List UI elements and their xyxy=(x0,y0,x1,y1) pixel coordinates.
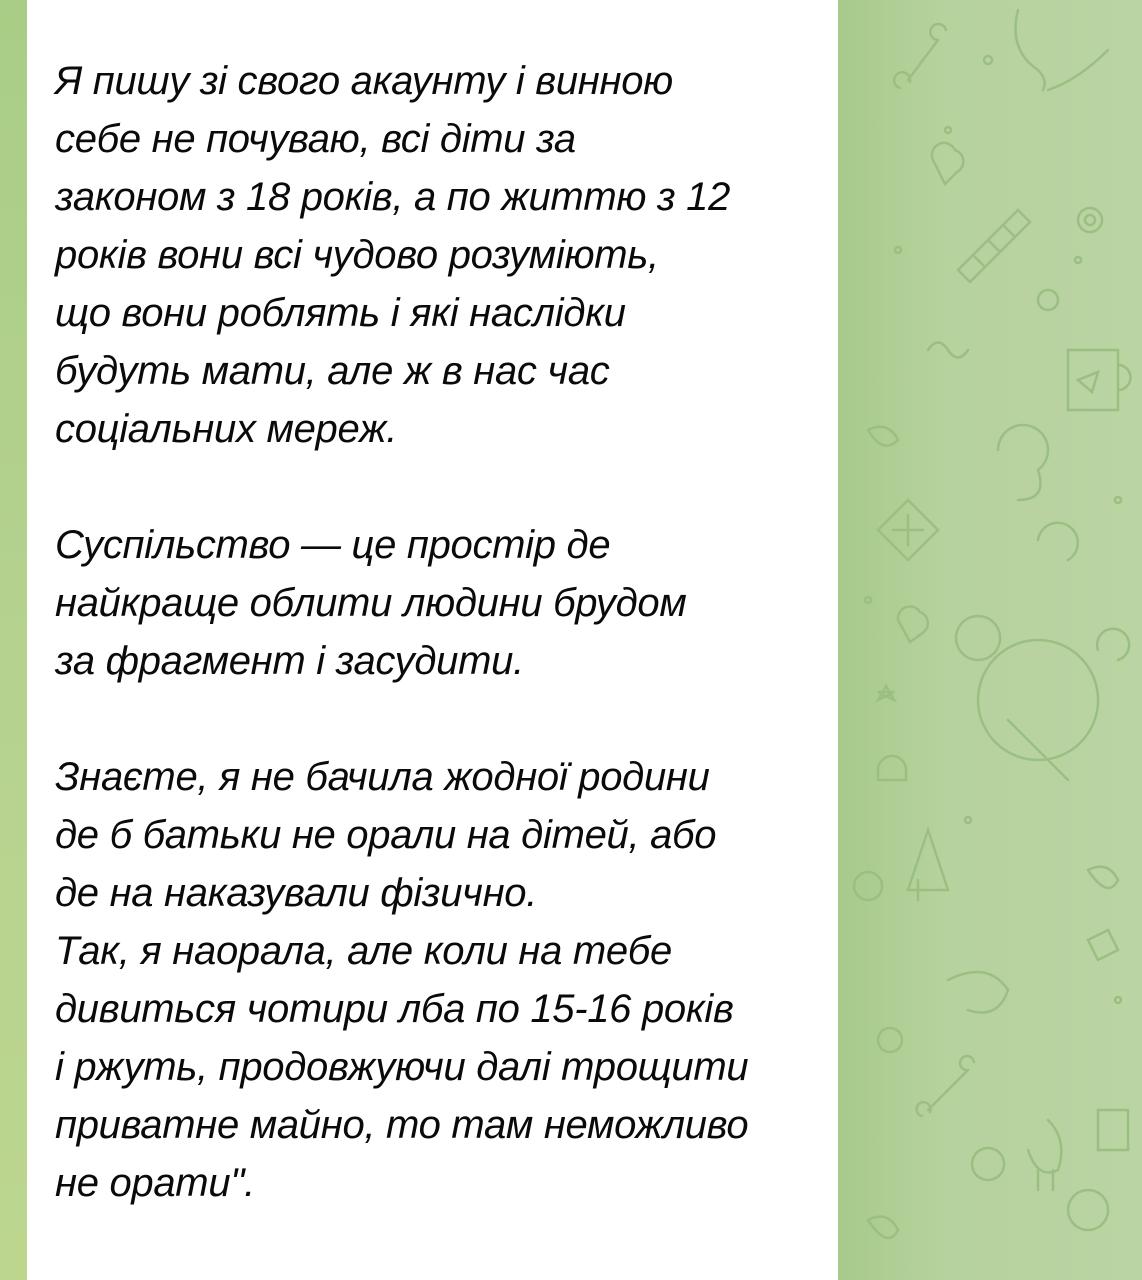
message-line: і ржуть, продовжуючи далі трощити xyxy=(55,1045,749,1089)
message-line: де б батьки не орали на дітей, або xyxy=(55,813,717,857)
message-line: найкраще облити людини брудом xyxy=(55,581,687,625)
message-line: років вони всі чудово розуміють, xyxy=(55,233,659,277)
message-paragraph xyxy=(55,516,825,690)
message-line: Я пишу зі свого акаунту і винною xyxy=(55,59,673,103)
message-line: себе не почуваю, всі діти за xyxy=(55,117,576,161)
message-line: що вони роблять і які наслідки xyxy=(55,291,626,335)
message-line: де на наказували фізично. xyxy=(55,871,538,915)
message-line: дивиться чотири лба по 15-16 років xyxy=(55,987,734,1031)
message-text xyxy=(55,52,825,1270)
message-paragraph xyxy=(55,52,825,458)
message-line: за фрагмент і засудити. xyxy=(55,639,524,683)
message-line: не орати". xyxy=(55,1161,255,1205)
message-line: приватне майно, то там неможливо xyxy=(55,1103,749,1147)
message-line: Суспільство — це простір де xyxy=(55,523,611,567)
message-line: Так, я наорала, але коли на тебе xyxy=(55,929,672,973)
chat-background-left-edge xyxy=(0,0,28,1280)
message-line: будуть мати, але ж в нас час xyxy=(55,349,610,393)
chat-wallpaper-pattern xyxy=(838,0,1142,1280)
message-line: законом з 18 років, а по життю з 12 xyxy=(55,175,731,219)
message-paragraph xyxy=(55,748,825,1212)
doodle-pattern-icon xyxy=(838,0,1142,1280)
message-line: Знаєте, я не бачила жодної родини xyxy=(55,755,710,799)
message-line: соціальних мереж. xyxy=(55,407,398,451)
